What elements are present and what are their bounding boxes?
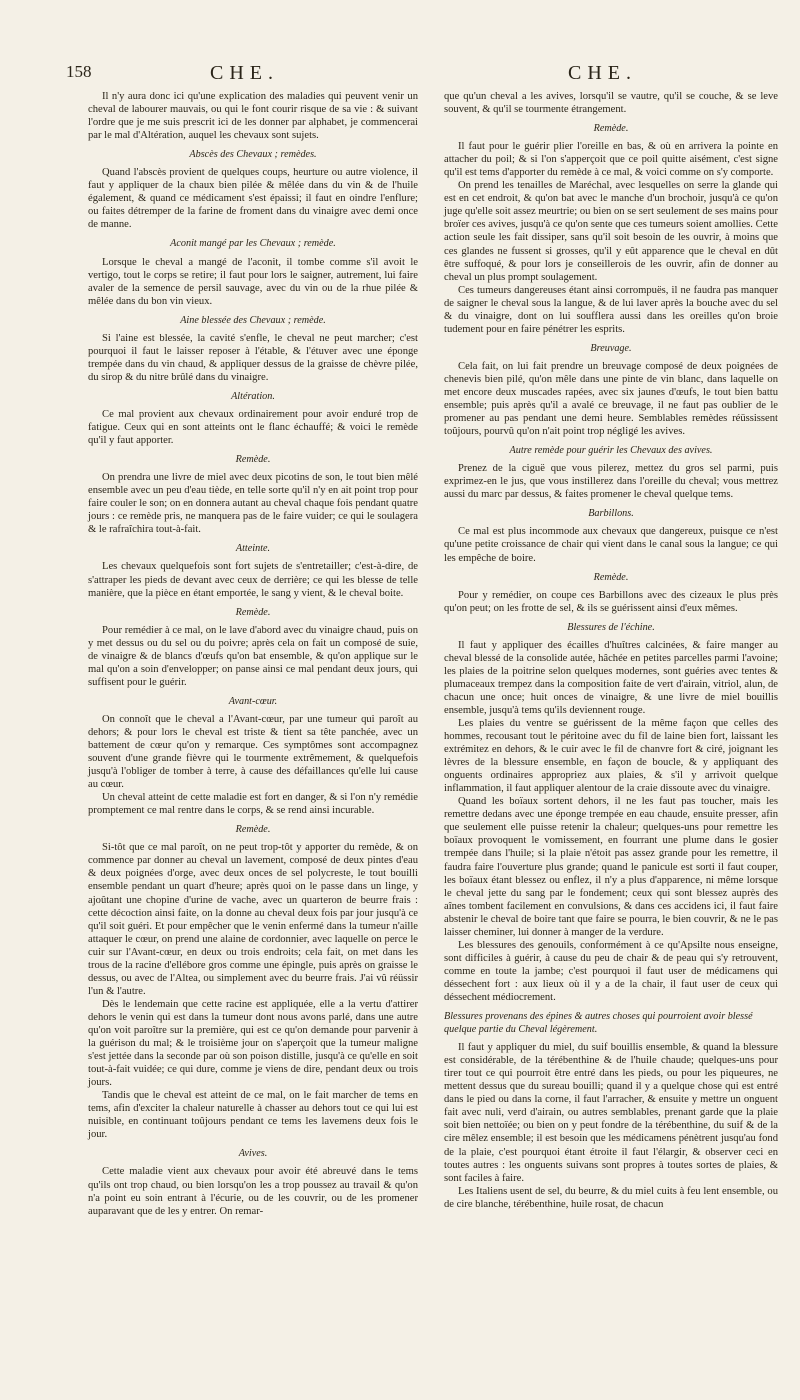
section-heading: Aconit mangé par les Chevaux ; remède.	[170, 238, 336, 250]
paragraph: Les chevaux quelquefois sont fort sujets de s'entretailler; c'est-à-dire, de s'attraper les pieds de devant avec ceux de derrière; ce qui les blesse de telle manière, que la pièce en étant emportée, le sang y vient, & le cheval boite.	[88, 561, 418, 599]
paragraph: Ces tumeurs dangereuses étant ainsi corrompuës, il ne faudra pas manquer de saigner le cheval sous la langue, & de lui laver après la bouche avec du sel & du vinaigre, dont on lui soufflera aussi dans les oreilles qu'on broie tudement pour en faire pénétrer les esprits.	[444, 284, 778, 335]
paragraph: On prendra une livre de miel avec deux picotins de son, le tout bien mêlé ensemble avec un peu d'eau tiède, en telle sorte qu'il n'y en ait point trop pour faire couler le son; on en donnera autant au cheval chaque fois pendant quatre jours : ce remède pris, ne manquera pas de le faire vuider; ce qui le soulagera & le rafraîchira tout-à-fait.	[88, 472, 418, 536]
paragraph: Pour y remédier, on coupe ces Barbillons avec des cizeaux le plus près qu'on peut; on les frotte de sel, & ils se guérissent ainsi d'eux mêmes.	[444, 589, 778, 614]
paragraph: Il n'y aura donc ici qu'une explication des maladies qui peuvent venir un cheval de labourer mauvais, ou qui le font courir risque de sa vie : & suivant l'ordre que je me suis prescrit ici de les donner par alphabet, je commencerai par le mal d'Altération, auquel les chevaux sont sujets.	[88, 91, 418, 142]
paragraph: Si-tôt que ce mal paroît, on ne peut trop-tôt y apporter du remède, & on commence par donner au cheval un lavement, composé de deux pintes d'eau & deux poignées d'orge, avec deux onces de sel polycreste, le tout bouilli ensemble pendant un quart d'heure; après quoi on le passe dans un linge, y ajoûtant une chopine d'urine de vache, avec un quarteron de beurre frais : cette décoction ainsi faite, on la donne au cheval deux fois par jour jusqu'à ce qu'il soit guéri. Et pour empêcher que le venin enfermé dans la tumeur n'aille attaquer le cœur, on prend une alaine de cordonnier, avec laquelle on perce le cuir sur l'Avant-cœur, en deux ou trois endroits; cela fait, on met dans les trous de la racine d'ellébore gros comme une épingle, puis après on graisse le dessus, ou avec de l'Altea, ou simplement avec du beurre frais. J'ai vû réüssir l'un & l'autre.	[88, 842, 418, 997]
section-heading: Remède.	[593, 123, 629, 135]
section-heading: Altération.	[231, 390, 275, 402]
section-heading: Avives.	[238, 1148, 268, 1160]
page-header	[0, 62, 800, 90]
section-heading: Avant-cœur.	[228, 695, 278, 707]
paragraph: Un cheval atteint de cette maladie est fort en danger, & si l'on n'y remédie promptement ce mal rentre dans le corps, & se rend ainsi incurable.	[88, 792, 418, 817]
running-head-left: CHE.	[210, 62, 279, 84]
paragraph: Cette maladie vient aux chevaux pour avoir été abreuvé dans le tems qu'ils ont trop chaud, ou bien lorsqu'on les a trop poussez au travail & qu'on n'a point eu soin entrant à l'écurie, ou de les couvrir, ou de les promener auparavant que de les y entrer. On remar-	[88, 1166, 418, 1217]
paragraph: Cela fait, on lui fait prendre un breuvage composé de deux poignées de chenevis bien pilé, qu'on mêle dans une pinte de vin blanc, dans laquelle on met encore deux muscades rapées, avec six jaunes d'œufs, le tout bien battu ensemble; puis après qu'il a avalé ce breuvage, il ne faut pas oublier de le promener au pas pendant une demi heure. Semblables remèdes réüssissent toûjours, pourvû qu'on n'ait point trop négligé les avives.	[444, 360, 778, 438]
running-head-right: CHE.	[568, 62, 637, 84]
paragraph: Les plaies du ventre se guérissent de la même façon que celles des hommes, recousant tout le péritoine avec du fil de laine bien fort, laissant les extrémitez en dehors, & le cuir avec le fil de chanvre fort & ciré, joignant les lèvres de la blessure ensemble, en façon de boucle, & y appliquant des onguents ordinaires appropriez aux plaies, & s'il y arrivoit quelque inflammation, il faut appliquer alentour de la craie dissoute avec du vinaigre.	[444, 718, 778, 795]
paragraph: On connoît que le cheval a l'Avant-cœur, par une tumeur qui paroît au dehors; & pour lors le cheval est triste & tient sa tête panchée, avec un battement de cœur qu'on y remarque. Ces symptômes sont accompagnez souvent d'une grande fièvre qui le tourmente extrêmement, & quelquefois jusqu'à l'obliger de tomber à terre, à cause des défaillances qu'elle lui cause au cœur.	[88, 713, 418, 791]
section-heading: Remède.	[593, 571, 629, 583]
section-heading: Remède.	[235, 824, 271, 836]
paragraph: Il faut y appliquer des écailles d'huîtres calcinées, & faire manger au cheval blessé de la consolide autée, hâchée en petites parcelles parmi l'avoine; les plaies de la poitrine selon quelques modernes, sont guéries avec tentes & plumaceaux trempez dans la composition faite de vert d'airain, vitriol, alun, de chacun une once; huit onces de vinaigre, & une livre de miel bouillis ensemble, jusqu'à tems qu'ils deviennent rouge.	[444, 639, 778, 716]
paragraph: Quand l'abscès provient de quelques coups, heurture ou autre violence, il faut y appliquer de la chaux bien pilée & mêlée dans du vin & de l'huile également, & quand ce médicament s'est épaissi; il faut en oindre l'enflure; ou faites détremper de la farine de froment dans du vinaigre avec demi once de manne.	[88, 167, 418, 231]
paragraph: Lorsque le cheval a mangé de l'aconit, il tombe comme s'il avoit le vertigo, tout le corps se retire; il faut pour lors le saigner, autrement, lui faire avaler de la semence de persil sauvage, avec du vin ou de la rhue pilée & mêlée dans du bon vin vieux.	[88, 256, 418, 307]
section-heading: Breuvage.	[590, 342, 632, 354]
paragraph: Les Italiens usent de sel, du beurre, & du miel cuits à feu lent ensemble, ou de cire blanche, térébenthine, huile rosat, de chacun	[444, 1185, 778, 1210]
section-heading: Atteinte.	[235, 543, 271, 555]
section-heading: Blessures de l'échine.	[567, 621, 655, 633]
section-heading: Aine blessée des Chevaux ; remède.	[180, 314, 326, 326]
paragraph: Les blessures des genouils, conformément à ce qu'Apsilte nous enseigne, sont difficiles à guérir, à cause du peu de chair & de peau qui s'y retrouvent, comme en toute la jambe; c'est pourquoi il faut user de médicamens qui déssechent fort : aux lieux où il y a de la chair, il faut user de ceux qui déssechent médiocrement.	[444, 939, 778, 1003]
paragraph: Prenez de la ciguë que vous pilerez, mettez du gros sel parmi, puis exprimez-en le jus, que vous instillerez dans l'oreille du cheval; vous mettrez aussi du marc par dessus, & faites promener le cheval quelque tems.	[444, 463, 778, 501]
left-column	[88, 90, 418, 1218]
paragraph: Dès le lendemain que cette racine est appliquée, elle a la vertu d'attirer dehors le venin qui est dans la tumeur dont nous avons parlé, dans une autre qu'on voit paroître sur la première, qui est ce qu'on demande pour parvenir à la guérison du mal; & le troisième jour on s'aperçoit que la tumeur maligne s'est jettée dans la seconde par où son poison distille, jusqu'à ce qu'elle en soit tout-à-fait vuidée; ce qui dure, comme je viens de dire, pendant deux ou trois jours.	[88, 998, 418, 1089]
paragraph: Pour remédier à ce mal, on le lave d'abord avec du vinaigre chaud, puis on y met dessus ou du sel ou du poivre; après cela on fait un composé de suie, de vinaigre & de blancs d'œufs qu'on bat ensemble, & qu'on applique sur le mal qu'on a soin d'envelopper; on panse ainsi ce mal pendant deux jours, qui suffisent pour le guérir.	[88, 624, 418, 688]
right-column	[444, 90, 778, 1211]
section-heading: Remède.	[235, 454, 271, 466]
paragraph: que qu'un cheval a les avives, lorsqu'il se vautre, qu'il se couche, & se leve souvent, & qu'il se tourmente étrangement.	[444, 91, 778, 116]
paragraph: Il faut pour le guérir plier l'oreille en bas, & où en arrivera la pointe en attacher du poil; & si l'on s'apperçoit que ce poil quitte aisément, c'est signe qu'il est tems d'apporter du remède à ce mal, & voici comme on s'y comporte.	[444, 141, 778, 179]
paragraph: Tandis que le cheval est atteint de ce mal, on le fait marcher de tems en tems, afin d'exciter la chaleur naturelle à chasser au dehors tout ce qui lui est nuisible, en continuant toûjours pendant ce tems les lavemens deux fois le jour.	[88, 1090, 418, 1141]
paragraph: Quand les boïaux sortent dehors, il ne les faut pas toucher, mais les remettre dedans avec une éponge trempée en eau chaude, ensuite presser, afin que seulement elle puisse retenir la chaleur; quelques-uns pour remettre les boïaux provoquent le vomissement, en fourrant une plume dans le gosier trempée dans l'huile; si la plaie n'étoit pas assez grande pour les remettre, il faudra faire l'ouverture plus grande; quand le panicule est sorti il faut couper, les boïaux étant blessez ou enflez, il n'y a plus d'apparence, ni même lorsque le cheval jette du sang par le fondement; ceux qui sont blessez auprès des aînes tombent facilement en convulsions, & dans ces accidens ici, il faut faire abstenir le cheval de boire tant que faire se pourra, le bien couvrir, & ne le pas laisser cheminer, lui donner à manger de la verdure.	[444, 796, 778, 938]
paragraph: Ce mal est plus incommode aux chevaux que dangereux, puisque ce n'est qu'une petite croissance de chair qui vient dans le canal sous la langue; ce qui les empêche de boire.	[444, 526, 778, 564]
paragraph: Il faut y appliquer du miel, du suif bouillis ensemble, & quand la blessure est considérable, de la térébenthine & de l'huile chaude; quelques-uns pour tirer tout ce qui pourroit être entré dans les pieds, ou pour les piqueures, ne mettent dessus que du sureau bouilli; quand il y a quelque chose qui est entré dans le pied ou dans la corne, il faut l'arracher, & ensuite y mettre un onguent fait avec nuli, verd d'airain, ou autres semblables, prenant garde que la plaie soit bien nettoïée; ou bien on y peut fondre de la térébenthine, du suif & de la cire mêlez ensemble; il est besoin que les médicamens pénètrent jusqu'au fond de la plaie, c'est pourquoi étant étroite il faut l'élargir, & observer ceci en toutes autres : les onguents suivans sont propres à toutes sortes de plaies, & sont faciles à faire.	[444, 1042, 778, 1184]
section-heading: Barbillons.	[588, 508, 634, 520]
paragraph: On prend les tenailles de Maréchal, avec lesquelles on serre la glande qui est en cet endroit, & qu'on bat avec le manche d'un brochoir, jusqu'à ce qu'on juge qu'elle soit assez meurtrie; ou bien on se sert seulement de ses mains pour broïer ces avives, jusqu'à ce qu'on sente que ces tumeurs soient amollies. Cette action seule les fait dissiper, sans qu'il soit besoin de les ouvrir, à moins que ces glandes ne fussent si grosses, qu'il y eût apparence que le cheval en dût être suffoqué, & pour lors je conseillerois de les ouvrir, afin de donner au cheval un plus prompt soulagement.	[444, 180, 778, 283]
section-heading: Abscès des Chevaux ; remèdes.	[189, 149, 317, 161]
page-number: 158	[66, 62, 92, 81]
section-heading: Autre remède pour guérir les Chevaux des avives.	[509, 445, 713, 457]
section-heading: Blessures provenans des épines & autres choses qui pourroient avoir blessé quelque partie du Cheval légèrement.	[444, 1011, 753, 1036]
paragraph: Ce mal provient aux chevaux ordinairement pour avoir enduré trop de fatigue. Ceux qui en sont atteints ont le flanc échauffé; & voici le remède qu'il y faut apporter.	[88, 408, 418, 447]
paragraph: Si l'aine est blessée, la cavité s'enfle, le cheval ne peut marcher; c'est pourquoi il faut le laisser reposer à l'étable, & l'étuver avec une éponge trempée dans du vin chaud, & appliquer dessus de la graisse de chèvre pilée, du sirop & du nitre brûlé dans du vinaigre.	[88, 332, 418, 383]
section-heading: Remède.	[235, 606, 271, 618]
